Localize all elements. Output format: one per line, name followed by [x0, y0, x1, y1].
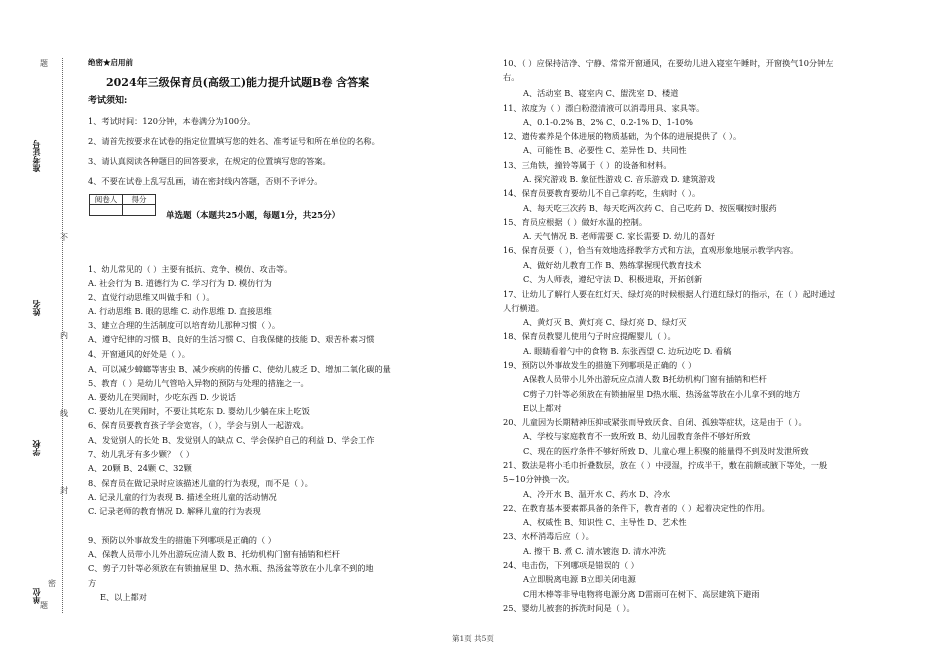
score-cell [123, 205, 156, 216]
page-title: 2024年三级保育员(高级工)能力提升试题B卷 含答案 [106, 76, 370, 89]
margin-feng: 封 [60, 486, 68, 495]
option-line: A. 社会行为 B. 道德行为 C. 学习行为 D. 模仿行为 [88, 278, 272, 288]
option-line: C、剪子刀针等必须放在有锁抽屉里 D、热水瓶、热汤盆等放在小儿拿不到的地 [88, 563, 374, 573]
question-line: 2、直觉行动思维又叫做手和（ ）。 [88, 292, 215, 302]
question-line: 5~10分钟换一次。 [503, 474, 575, 484]
notice-heading: 考试须知: [88, 96, 128, 106]
school-label: 学校 [31, 440, 41, 456]
question-line: 8、保育员在做记录时应该描述儿童的行为表现，而不是（ ）。 [88, 478, 313, 488]
margin-xian: 线 [60, 409, 68, 418]
question-line: 18、保育员教婴儿使用勺子时应提醒婴儿（ ）。 [503, 331, 676, 341]
option-line: A、学校与家庭教育不一致所致 B、幼儿园教育条件不够好所致 [523, 431, 751, 441]
option-line: C、现在的医疗条件不够好所致 D、儿童心理上积聚的能量得不到及时发泄所致 [523, 446, 809, 456]
option-line: A、权威性 B、知识性 C、主导性 D、艺术性 [523, 517, 687, 527]
option-line: A、0.1-0.2% B、2% C、0.2-1% D、1-10% [523, 117, 693, 127]
question-line: 19、预防以外事故发生的措施下列哪项是正确的（ ） [503, 360, 697, 370]
option-line: A. 眼睛看着勺中的食物 B. 东张西望 C. 边玩边吃 D. 看稿 [523, 346, 732, 356]
question-line: 12、遗传素养是个体进展的物质基础，为个体的进展提供了（ ）。 [503, 131, 742, 141]
option-line: C用木棒等非导电物将电源分离 D雷雨可在树下、高层建筑下避雨 [523, 589, 760, 599]
margin-mi: 密 [48, 579, 56, 588]
question-line: 24、电击伤，下列哪项是错误的（ ） [503, 560, 639, 570]
question-line: 3、建立合理的生活制度可以培育幼儿那种习惯（ ）。 [88, 320, 281, 330]
question-line: 23、水杯消毒后应（ ）。 [503, 531, 594, 541]
margin-nei: 内 [60, 331, 68, 340]
grader-header: 阅卷人 [90, 195, 123, 205]
option-line: A、20颗 B、24颗 C、32颗 [88, 463, 192, 473]
option-line: A立即脱离电源 B立即关闭电源 [523, 574, 636, 584]
score-header: 得分 [123, 195, 156, 205]
question-line: 14、保育员要教育要幼儿不自己拿药吃，生病时（ ）。 [503, 188, 701, 198]
question-line: 13、三角铁，撞铃等属于（ ）的设备和材料。 [503, 160, 672, 170]
question-line: 21、数法是将小毛巾折叠数层，放在（ ）中浸湿，拧成半干，敷在前额或腋下等处，一般 [503, 460, 828, 470]
question-line: 17、让幼儿了解行人要在红灯天、绿灯亮的时候根据人行道红绿灯的指示，在（ ）起时通过 [503, 289, 836, 299]
question-line: 右。 [503, 72, 520, 82]
option-line: C剪子刀针等必须放在有锁抽屉里 D热水瓶、热汤盆等放在小儿拿不到的地方 [523, 389, 801, 399]
name-label: 姓名 [31, 300, 41, 316]
option-line: A. 擦干 B. 煮 C. 清水镀泡 D. 清水冲洗 [523, 546, 666, 556]
question-line: 5、教育（ ）是幼儿气管哈入异物的预防与处理的措施之一。 [88, 378, 309, 388]
question-line: 6、保育员要教育孩子学会宽容，（ ），学会与别人一起游戏。 [88, 420, 309, 430]
notice-item: 1、考试时间：120分钟，本卷满分为100分。 [88, 116, 256, 126]
option-line: A. 要幼儿在哭闹时，少吃东西 D. 少说话 [88, 392, 237, 402]
option-line: A、冷开水 B、温开水 C、药水 D、冷水 [523, 489, 671, 499]
option-line: A、黄灯灭 B、黄灯亮 C、绿灯亮 D、绿灯灭 [523, 317, 687, 327]
option-line: 方 [88, 578, 97, 588]
question-line: 16、保育员要（ ），恰当有效地选择教学方式和方法，直观形象地展示教学内容。 [503, 245, 799, 255]
question-line: 11、浓度为（ ）漂白粉澄清液可以消毒用具、家具等。 [503, 103, 705, 113]
option-line: A、每天吃三次药 B、每天吃两次药 C、自己吃药 D、按医嘱按时服药 [523, 203, 777, 213]
exam-number-label: 准考证号 [31, 140, 41, 172]
question-line: 10、（ ）应保持洁净、宁静、常常开窗通风，在要幼儿进入寝室午睡时，开窗换气10分钟左 [503, 58, 834, 68]
question-line: 9、预防以外事故发生的措施下列哪项是正确的（ ） [88, 535, 276, 545]
margin-top-mark: 题 [40, 59, 48, 68]
question-line: 4、开窗通风的好处是（ ）。 [88, 349, 190, 359]
option-line: A、做好幼儿教育工作 B、熟练掌握现代教育技术 [523, 260, 702, 270]
question-line: 7、幼儿乳牙有多少颗？（ ） [88, 449, 195, 459]
question-line: 25、婴幼儿被套的拆洗时间是（ ）。 [503, 603, 635, 613]
grader-cell [90, 205, 123, 216]
option-line: A、可能性 B、必要性 C、差异性 D、共同性 [523, 145, 687, 155]
option-line: A、活动室 B、寝室内 C、盥洗室 D、楼道 [523, 88, 679, 98]
question-line: 15、育员应根据（ ）做好水温的控制。 [503, 217, 648, 227]
notice-item: 3、请认真阅读各种题目的回答要求，在规定的位置填写您的答案。 [88, 156, 331, 166]
score-table [89, 194, 156, 216]
option-line: A、发觉别人的长处 B、发觉别人的缺点 C、学会保护自己的利益 D、学会工作 [88, 435, 375, 445]
margin-bu: 不 [60, 233, 68, 242]
option-line: C、为人师表，遵纪守法 D、积极进取，开拓创新 [523, 274, 703, 284]
unit-label: 单位 [31, 588, 41, 604]
option-line: A、保教人员带小儿外出游玩应清人数 B、托幼机构门窗有插销和栏杆 [88, 549, 340, 559]
option-line: E、以上都对 [100, 592, 147, 602]
option-line: C. 记录老师的教育情况 D. 解释儿童的行为表现 [88, 506, 261, 516]
option-line: E以上都对 [523, 403, 562, 413]
section-heading: 单选题（本题共25小题，每题1分，共25分） [166, 211, 341, 221]
option-line: A. 探究游戏 B. 象征性游戏 C. 音乐游戏 D. 建筑游戏 [523, 174, 715, 184]
option-line: A保教人员带小儿外出游玩应点清人数 B托幼机构门窗有插销和栏杆 [523, 374, 767, 384]
option-line: A、遵守纪律的习惯 B、良好的生活习惯 C、自我保健的技能 D、艰苦朴素习惯 [88, 334, 375, 344]
notice-item: 4、不要在试卷上乱写乱画，请在密封线内答题，否则不予评分。 [88, 176, 323, 186]
option-line: A. 天气情况 B. 老师需要 C. 家长需要 D. 幼儿的喜好 [523, 231, 715, 241]
margin-bottom-mark: 题 [40, 601, 48, 610]
option-line: A. 行动思维 B. 眼的思维 C. 动作思维 D. 直接思维 [88, 306, 272, 316]
secret-label: 绝密★启用前 [88, 58, 133, 67]
question-line: 22、在教育基本要素都具备的条件下，教育者的（ ）起着决定性的作用。 [503, 503, 770, 513]
question-line: 人行横道。 [503, 303, 544, 313]
question-line: 20、儿童因为长期精神压抑或紧张而导致厌食、自闭、孤独等症状，这是由于（ ）。 [503, 417, 807, 427]
option-line: A. 记录儿童的行为表现 B. 描述全班儿童的活动情况 [88, 492, 277, 502]
page-number: 第1页 共5页 [452, 634, 494, 643]
option-line: A、可以减少蟑螂等害虫 B、减少疾病的传播 C、使幼儿疲乏 D、增加二氧化碳的量 [88, 364, 391, 374]
question-line: 1、幼儿常见的（ ）主要有抵抗、竞争、模仿、攻击等。 [88, 264, 293, 274]
notice-item: 2、请首先按要求在试卷的指定位置填写您的姓名、准考证号和所在单位的名称。 [88, 136, 380, 146]
option-line: C. 要幼儿在哭闹时，不要让其吃东 D. 婴幼儿少躺在床上吃饭 [88, 406, 310, 416]
